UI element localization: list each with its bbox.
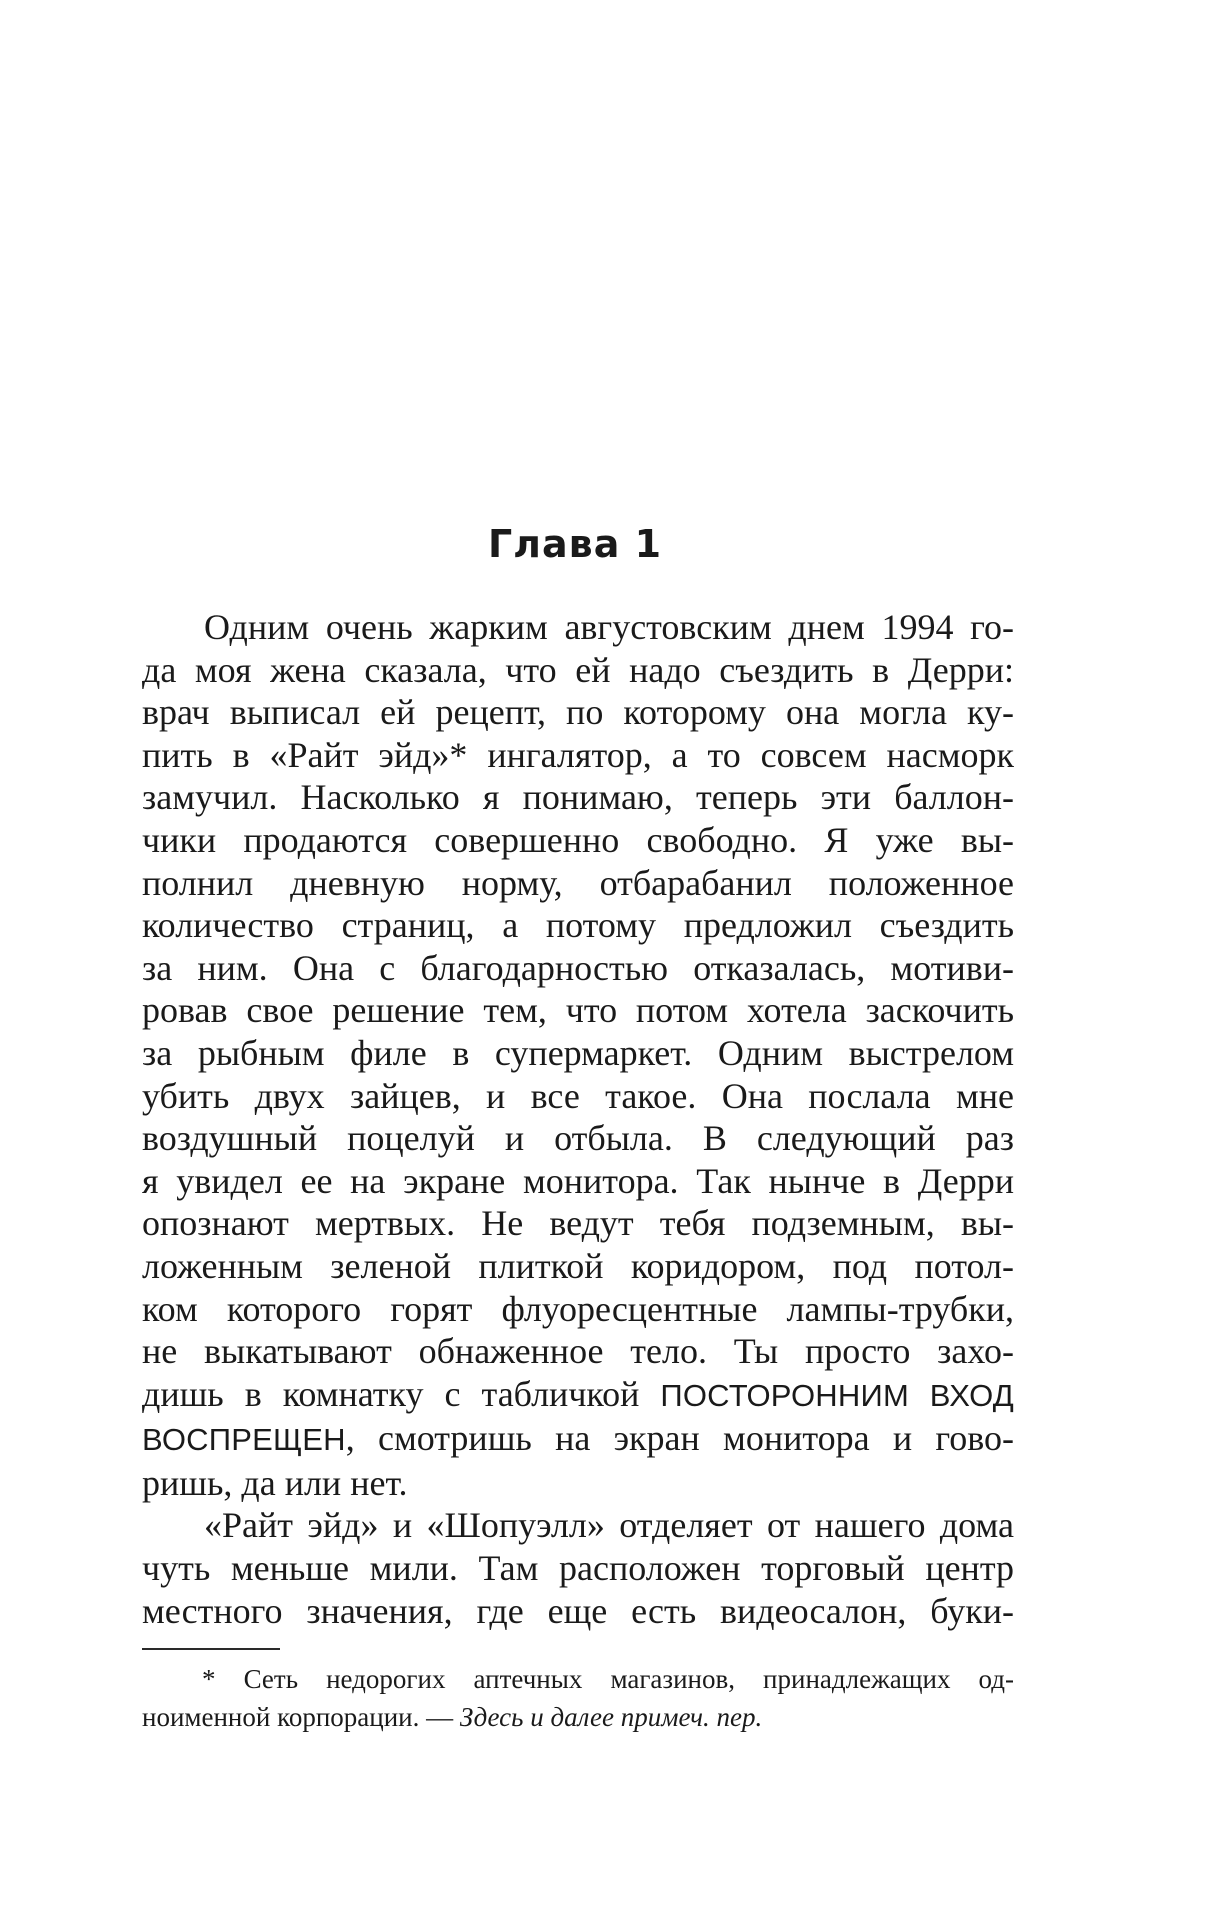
sign-text: ВОСПРЕЩЕН	[142, 1422, 346, 1458]
text-line: врач выписал ей рецепт, по которому она могла ку-	[142, 692, 1014, 733]
text-line: ришь, да или нет.	[142, 1462, 408, 1503]
text-line: за рыбным филе в супермаркет. Одним выстрелом	[142, 1032, 1014, 1073]
footnote-line	[142, 1698, 1014, 1736]
text-line: чики продаются совершенно свободно. Я уже вы-	[142, 819, 1014, 860]
text-line: количество страниц, а потому предложил съездить	[142, 905, 1014, 946]
text-line: опознают мертвых. Не ведут тебя подземным, вы-	[142, 1203, 1014, 1244]
footnote-divider	[142, 1648, 280, 1650]
text-run: дишь в комнатку с табличкой	[142, 1373, 661, 1414]
text-line: за ним. Она с благодарностью отказалась, мотиви-	[142, 947, 1014, 988]
footnote	[142, 1660, 1014, 1736]
text-line: ложенным зеленой плиткой коридором, под потол-	[142, 1245, 1014, 1286]
sign-text: ПОСТОРОННИМ ВХОД	[660, 1377, 1014, 1413]
text-line	[142, 1373, 1014, 1418]
text-line: замучил. Насколько я понимаю, теперь эти баллон-	[142, 777, 1014, 818]
chapter-body	[142, 606, 1014, 1632]
footnote-text: ноименной корпорации. —	[142, 1702, 460, 1732]
text-line: ровав свое решение тем, что потом хотела заскочить	[142, 990, 1014, 1031]
text-line: Одним очень жарким августовским днем 1994 го-	[204, 607, 1014, 647]
text-line: я увидел ее на экране монитора. Так нынче в Дерри	[142, 1160, 1014, 1201]
text-line	[142, 1417, 1014, 1462]
text-line: убить двух зайцев, и все такое. Она послала мне	[142, 1075, 1014, 1116]
text-line: пить в «Райт эйд»* ингалятор, а то совсем насморк	[142, 734, 1014, 775]
text-line: ком которого горят флуоресцентные лампы-трубки,	[142, 1288, 1014, 1329]
text-line: воздушный поцелуй и отбыла. В следующий раз	[142, 1118, 1014, 1159]
text-line: местного значения, где еще есть видеосалон, буки-	[142, 1590, 1014, 1631]
text-run: , смотришь на экран монитора и гово-	[345, 1418, 1014, 1459]
text-line: чуть меньше мили. Там расположен торговый центр	[142, 1548, 1014, 1589]
text-line: полнил дневную норму, отбарабанил положенное	[142, 862, 1014, 903]
chapter-title: Глава 1	[487, 522, 663, 566]
footnote-attribution: Здесь и далее примеч. пер.	[459, 1702, 763, 1732]
text-line: не выкатывают обнаженное тело. Ты просто захо-	[142, 1331, 1014, 1372]
footnote-line: * Сеть недорогих аптечных магазинов, принадлежащих од-	[202, 1664, 1014, 1694]
text-line: да моя жена сказала, что ей надо съездить в Дерри:	[142, 649, 1014, 690]
text-line: «Райт эйд» и «Шопуэлл» отделяет от нашего дома	[204, 1505, 1014, 1546]
